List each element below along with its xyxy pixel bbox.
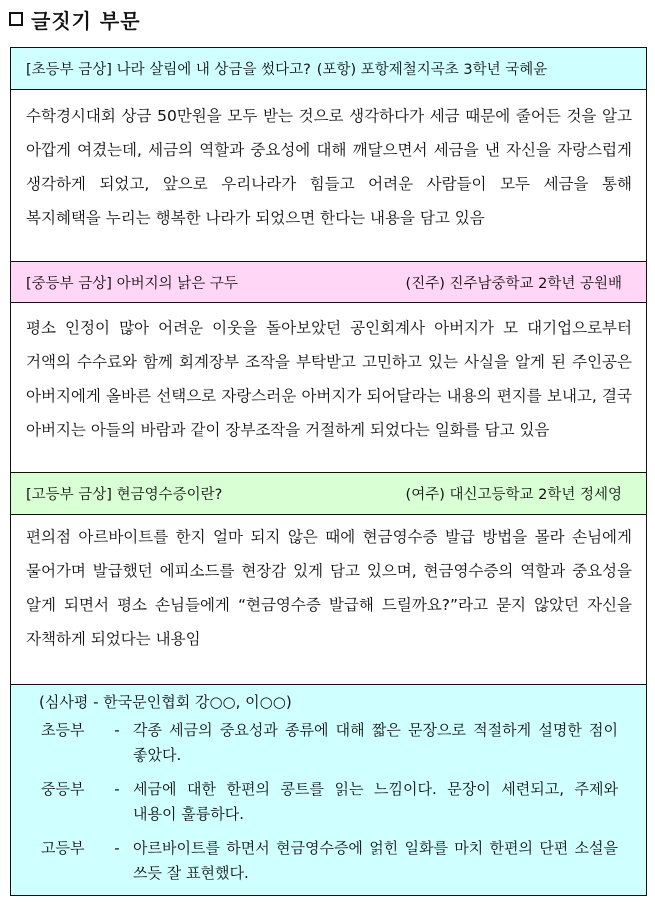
review-item-high [41,836,618,886]
award-school: (여주) 대신고등학교 2학년 정세영 [405,487,622,503]
review-title: (심사평 - 한국문인협회 강○○, 이○○) [39,693,292,711]
award-school: (포항) 포항제철지곡초 3학년 국혜윤 [316,62,548,78]
review-item-middle [41,777,618,827]
review-dash: - [114,839,120,857]
review-level: 중등부 [41,780,85,798]
awards-table [10,47,647,896]
award-school: (진주) 진주남중학교 2학년 공원배 [405,275,622,292]
entry-header-high [11,473,646,515]
review-level: 고등부 [41,839,85,857]
page-title: 글짓기 부문 [31,8,141,33]
square-bullet-icon [9,12,23,26]
review-item-elementary [41,718,618,768]
entry-header-middle [11,262,646,303]
entry-summary-elementary: 수학경시대회 상금 50만원을 모두 받는 것으로 생각하다가 세금 때문에 줄어든 것을 알고 아깝게 여겼는데, 세금의 역할과 중요성에 대해 깨달으면서 세금을 낸 자신을 자랑스럽게 생각하게 되었고, 앞으로 우리나라가 힘들고 어려운 사람들이 모두 세금을 통해 복지혜택을 누리는 행복한 나라가 되었으면 한다는 내용을 담고 있음 [11,90,646,262]
judges-review [11,685,646,895]
entry-summary-middle: 평소 인정이 많아 어려운 이웃을 돌아보았던 공인회계사 아버지가 모 대기업으로부터 거액의 수수료와 함께 회계장부 조작을 부탁받고 고민하고 있는 사실을 알게 된 주인공은 아버지에게 올바른 선택으로 자랑스러운 아버지가 되어달라는 내용의 편지를 보내고, 결국 아버지는 아들의 바람과 같이 장부조작을 거절하게 되었다는 일화를 담고 있음 [11,303,646,473]
review-dash: - [114,721,120,739]
award-title: [초등부 금상] 나라 살림에 내 상금을 썼다고? [26,62,311,78]
review-dash: - [114,780,120,798]
entry-header-elementary [11,48,646,90]
review-level: 초등부 [41,721,85,739]
review-text: 세금에 대한 한편의 콩트를 읽는 느낌이다. 문장이 세련되고, 주제와 내용이 훌륭하다. [133,780,618,823]
award-title: [고등부 금상] 현금영수증이란? [26,487,223,503]
review-text: 각종 세금의 중요성과 종류에 대해 짧은 문장으로 적절하게 설명한 점이 좋았다. [133,721,618,764]
review-text: 아르바이트를 하면서 현금영수증에 얽힌 일화를 마치 한편의 단편 소설을 쓰듯 잘 표현했다. [133,839,618,882]
section-title [9,6,141,32]
award-title: [중등부 금상] 아버지의 낡은 구두 [26,275,238,292]
entry-summary-high: 편의점 아르바이트를 한지 얼마 되지 않은 때에 현금영수증 발급 방법을 몰라 손님에게 물어가며 발급했던 에피소드를 현장감 있게 담고 있으며, 현금영수증의 역할과 중요성을 알게 되면서 평소 손님들에게 “현금영수증 발급해 드릴까요?”라고 묻지 않았던 자신을 자책하게 되었다는 내용임 [11,515,646,685]
